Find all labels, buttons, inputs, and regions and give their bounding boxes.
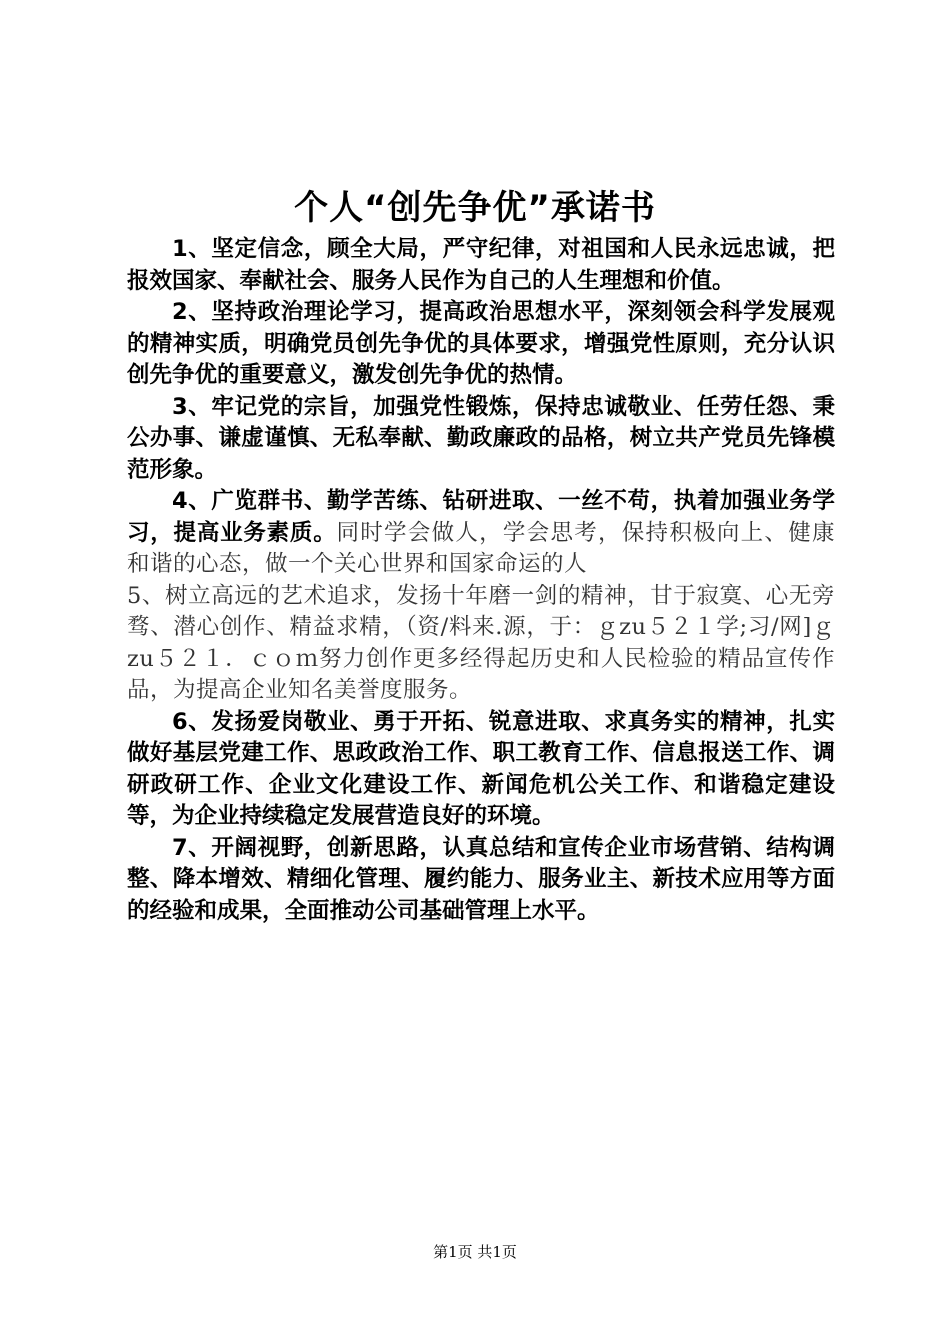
paragraph-5-light-text: 5、树立高远的艺术追求，发扬十年磨一剑的精神，甘于寂寞、心无旁骛、潜心创作、精益求精，（资/料来.源，于：ｇzu５２１学;习/网]ｇzu５２１．ｃｏｍ努力创作更多经得起历史和人民检验的精品宣传作品，为提高企业知名美誉度服务。 xyxy=(127,582,835,703)
paragraph-4-bold-text: 4、广览群书、勤学苦练、钻研进取、一丝不苟，执着加强业务学习，提高业务素质。 xyxy=(127,488,835,546)
page-footer: 第1页 共1页 xyxy=(433,1243,517,1261)
paragraph-3: 3、牢记党的宗旨，加强党性锻炼，保持忠诚敬业、任劳任怨、秉公办事、谦虚谨慎、无私奉献、勤政廉政的品格，树立共产党员先锋模范形象。 xyxy=(127,393,835,483)
paragraph-1: 1、坚定信念，顾全大局，严守纪律，对祖国和人民永远忠诚，把报效国家、奉献社会、服务人民作为自己的人生理想和价值。 xyxy=(127,236,835,294)
paragraph-6: 6、发扬爱岗敬业、勇于开拓、锐意进取、求真务实的精神，扎实做好基层党建工作、思政政治工作、职工教育工作、信息报送工作、调研政研工作、企业文化建设工作、新闻危机公关工作、和谐稳定建设等，为企业持续稳定发展营造良好的环境。 xyxy=(127,708,835,829)
document-body xyxy=(127,234,835,927)
document-title: 个人“创先争优”承诺书 xyxy=(294,188,656,228)
paragraph-7: 7、开阔视野，创新思路，认真总结和宣传企业市场营销、结构调整、降本增效、精细化管理、履约能力、服务业主、新技术应用等方面的经验和成果，全面推动公司基础管理上水平。 xyxy=(127,834,835,924)
paragraph-4-light-text: 同时学会做人，学会思考，保持积极向上、健康和谐的心态，做一个关心世界和国家命运的人 xyxy=(127,519,835,577)
paragraph-2: 2、坚持政治理论学习，提高政治思想水平，深刻领会科学发展观的精神实质，明确党员创先争优的具体要求，增强党性原则，充分认识创先争优的重要意义，激发创先争优的热情。 xyxy=(127,299,835,388)
paragraph-4 xyxy=(127,486,835,707)
